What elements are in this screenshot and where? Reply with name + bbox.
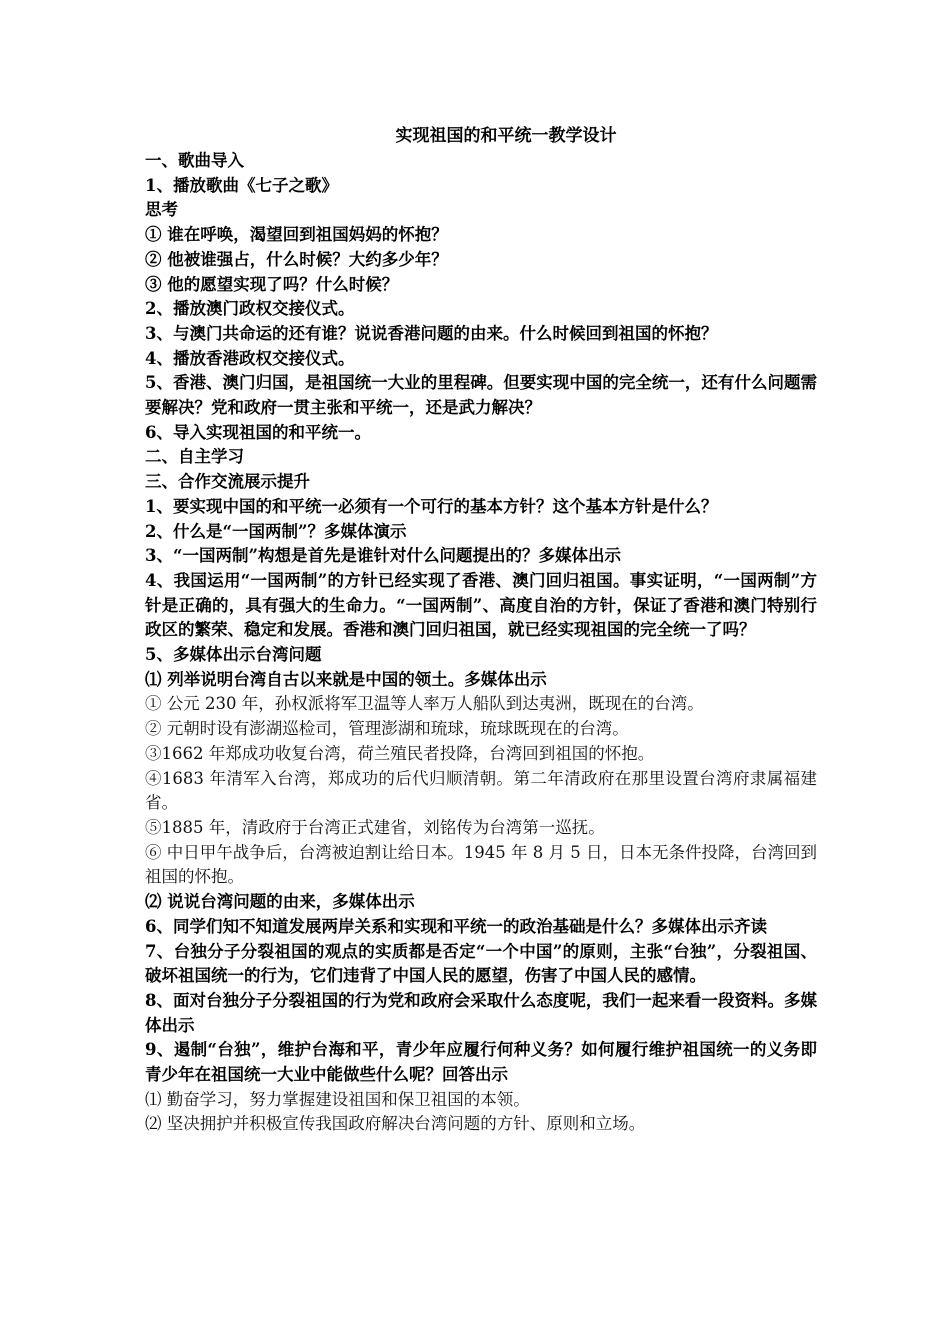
paragraph: 7、台独分子分裂祖国的观点的实质都是否定“一个中国”的原则，主张“台独”，分裂祖国、破坏祖国统一的行为，它们违背了中国人民的愿望，伤害了中国人民的感情。 (145, 941, 817, 986)
document-page (145, 124, 817, 1137)
paragraph: 4、我国运用“一国两制”的方针已经实现了香港、澳门回归祖国。事实证明，“一国两制”方针是正确的，具有强大的生命力。“一国两制”、高度自治的方针，保证了香港和澳门特别行政区的繁荣、稳定和发展。香港和澳门回归祖国，就已经实现祖国的完全统一了吗？ (145, 570, 817, 640)
section-heading-song-intro: 一、歌曲导入 (145, 151, 244, 170)
answer-item: ⑵ 坚决拥护并积极宣传我国政府解决台湾问题的方针、原则和立场。 (145, 1114, 646, 1134)
question-item: ③ 他的愿望实现了吗？什么时候？ (145, 274, 399, 294)
paragraph: 2、播放澳门政权交接仪式。 (145, 299, 355, 319)
paragraph: 5、多媒体出示台湾问题 (145, 645, 322, 665)
history-item: ⑥ 中日甲午战争后，台湾被迫割让给日本。1945 年 8 月 5 日，日本无条件投降，台湾回到祖国的怀抱。 (145, 842, 817, 887)
history-item: ⑤1885 年，清政府于台湾正式建省，刘铭传为台湾第一巡抚。 (145, 817, 605, 837)
paragraph: 9、遏制“台独”，维护台海和平，青少年应履行何种义务？如何履行维护祖国统一的义务即青少年在祖国统一大业中能做些什么呢？回答出示 (145, 1040, 817, 1085)
answer-item: ⑴ 勤奋学习，努力掌握建设祖国和保卫祖国的本领。 (145, 1089, 530, 1109)
document-title: 实现祖国的和平统一教学设计 (395, 126, 617, 146)
history-item: ① 公元 230 年，孙权派将军卫温等人率万人船队到达夷洲，既现在的台湾。 (145, 694, 704, 714)
paragraph: 思考 (145, 200, 178, 220)
paragraph: 1、播放歌曲《七子之歌》 (145, 175, 338, 195)
paragraph: 6、导入实现祖国的和平统一。 (145, 422, 371, 442)
paragraph: 2、什么是“一国两制”？多媒体演示 (145, 521, 407, 541)
question-item: ② 他被谁强占，什么时候？大约多少年？ (145, 249, 448, 269)
paragraph: 1、要实现中国的和平统一必须有一个可行的基本方针？这个基本方针是什么？ (145, 496, 718, 516)
paragraph: ⑵ 说说台湾问题的由来，多媒体出示 (145, 892, 415, 912)
question-item: ① 谁在呼唤，渴望回到祖国妈妈的怀抱？ (145, 225, 448, 245)
paragraph: 6、同学们知不知道发展两岸关系和实现和平统一的政治基础是什么？多媒体出示齐读 (145, 916, 767, 936)
paragraph: 3、与澳门共命运的还有谁？说说香港问题的由来。什么时候回到祖国的怀抱？ (145, 323, 718, 343)
paragraph: 8、面对台独分子分裂祖国的行为党和政府会采取什么态度呢，我们一起来看一段资料。多媒体出示 (145, 990, 817, 1035)
paragraph: 3、“一国两制”构想是首先是谁针对什么问题提出的？多媒体出示 (145, 546, 621, 566)
history-item: ④1683 年清军入台湾，郑成功的后代归顺清朝。第二年清政府在那里设置台湾府隶属福建省。 (145, 768, 817, 813)
history-item: ② 元朝时设有澎湖巡检司，管理澎湖和琉球，琉球既现在的台湾。 (145, 719, 629, 739)
paragraph: ⑴ 列举说明台湾自古以来就是中国的领土。多媒体出示 (145, 669, 547, 689)
history-item: ③1662 年郑成功收复台湾，荷兰殖民者投降，台湾回到祖国的怀抱。 (145, 743, 655, 763)
paragraph: 4、播放香港政权交接仪式。 (145, 348, 355, 368)
paragraph: 5、香港、澳门归国，是祖国统一大业的里程碑。但要实现中国的完全统一，还有什么问题需要解决？党和政府一贯主张和平统一，还是武力解决？ (145, 373, 817, 418)
section-heading-cooperation: 三、合作交流展示提升 (145, 472, 310, 492)
section-heading-self-study: 二、自主学习 (145, 447, 244, 467)
